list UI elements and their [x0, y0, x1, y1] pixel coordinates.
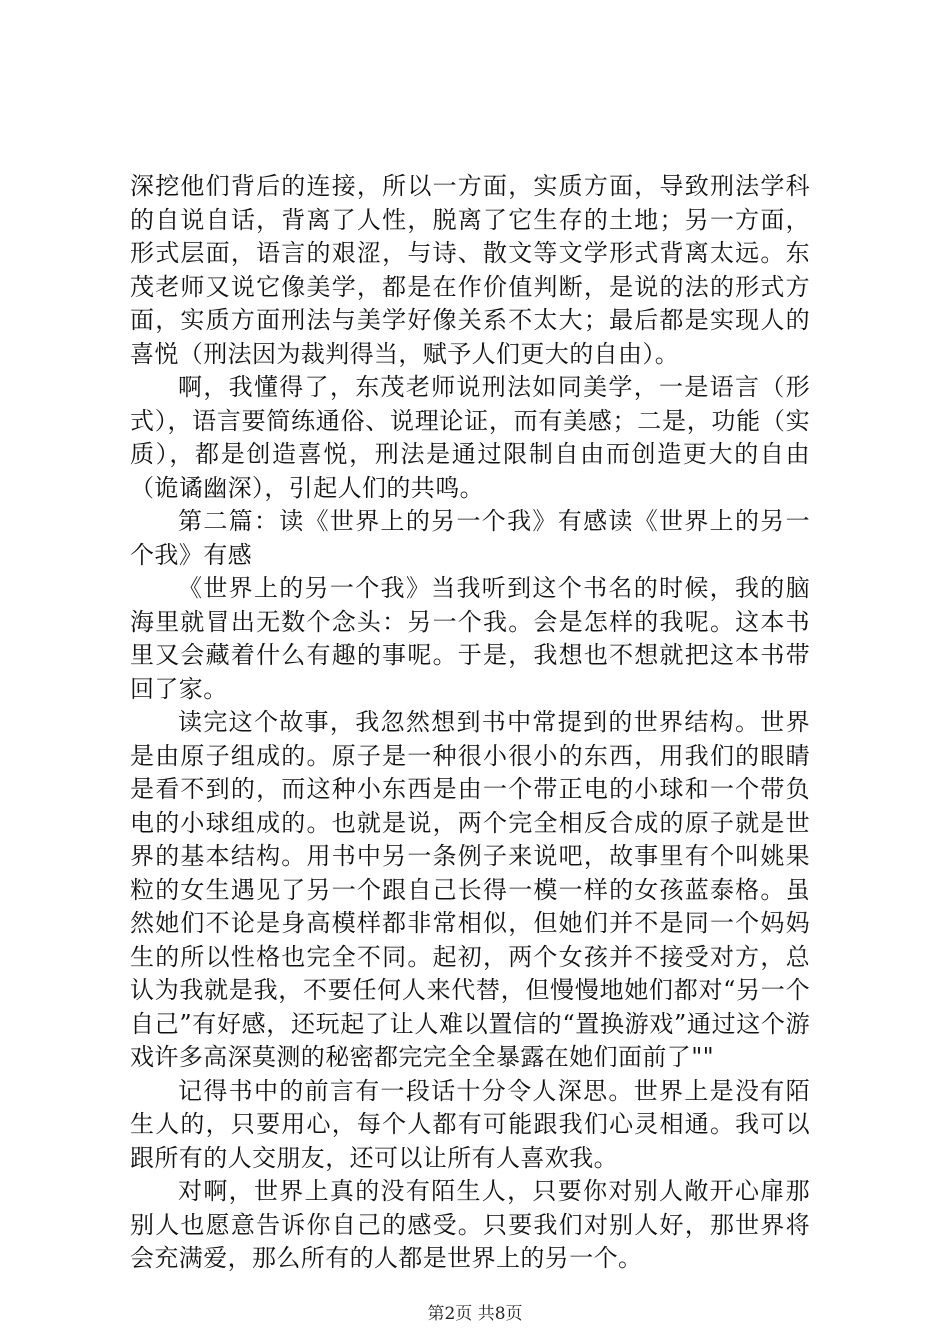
- paragraph-preface: 记得书中的前言有一段话十分令人深思。世界上是没有陌生人的，只要用心，每个人都有可能跟我们心灵相通。我可以跟所有的人交朋友，还可以让所有人喜欢我。: [130, 1076, 810, 1172]
- paragraph-understanding: 啊，我懂得了，东茂老师说刑法如同美学，一是语言（形式），语言要简练通俗、说理论证，而有美感；二是，功能（实质），都是创造喜悦，刑法是通过限制自由而创造更大的自由（诡谲幽深），引起人们的共鸣。: [130, 373, 810, 502]
- section-heading: 第二篇：读《世界上的另一个我》有感读《世界上的另一个我》有感: [130, 507, 810, 569]
- paragraph-book-intro: 《世界上的另一个我》当我听到这个书名的时候，我的脑海里就冒出无数个念头：另一个我。会是怎样的我呢。这本书里又会藏着什么有趣的事呢。于是，我想也不想就把这本书带回了家。: [130, 574, 810, 703]
- paragraph-conclusion: 对啊，世界上真的没有陌生人，只要你对别人敞开心扉那别人也愿意告诉你自己的感受。只要我们对别人好，那世界将会充满爱，那么所有的人都是世界上的另一个。: [130, 1177, 810, 1272]
- paragraph-continuation: 深挖他们背后的连接，所以一方面，实质方面，导致刑法学科的自说自话，背离了人性，脱离了它生存的土地；另一方面，形式层面，语言的艰涩，与诗、散文等文学形式背离太远。东茂老师又说它像美学，都是在作价值判断，是说的法的形式方面，实质方面刑法与美学好像关系不太大；最后都是实现人的喜悦（刑法因为裁判得当，赋予人们更大的自由）。: [130, 172, 810, 368]
- document-body: [130, 170, 810, 1276]
- paragraph-story: 读完这个故事，我忽然想到书中常提到的世界结构。世界是由原子组成的。原子是一种很小很小的东西，用我们的眼睛是看不到的，而这种小东西是由一个带正电的小球和一个带负电的小球组成的。也就是说，两个完全相反合成的原子就是世界的基本结构。用书中另一条例子来说吧，故事里有个叫姚果粒的女生遇见了另一个跟自己长得一模一样的女孩蓝泰格。虽然她们不论是身高模样都非常相似，但她们并不是同一个妈妈生的所以性格也完全不同。起初，两个女孩并不接受对方，总认为我就是我，不要任何人来代替，但慢慢地她们都对“另一个自己”有好感，还玩起了让人难以置信的“置换游戏”通过这个游戏许多高深莫测的秘密都完完全全暴露在她们面前了"": [130, 708, 810, 1071]
- page-number-footer: 第2页 共8页: [427, 1304, 523, 1324]
